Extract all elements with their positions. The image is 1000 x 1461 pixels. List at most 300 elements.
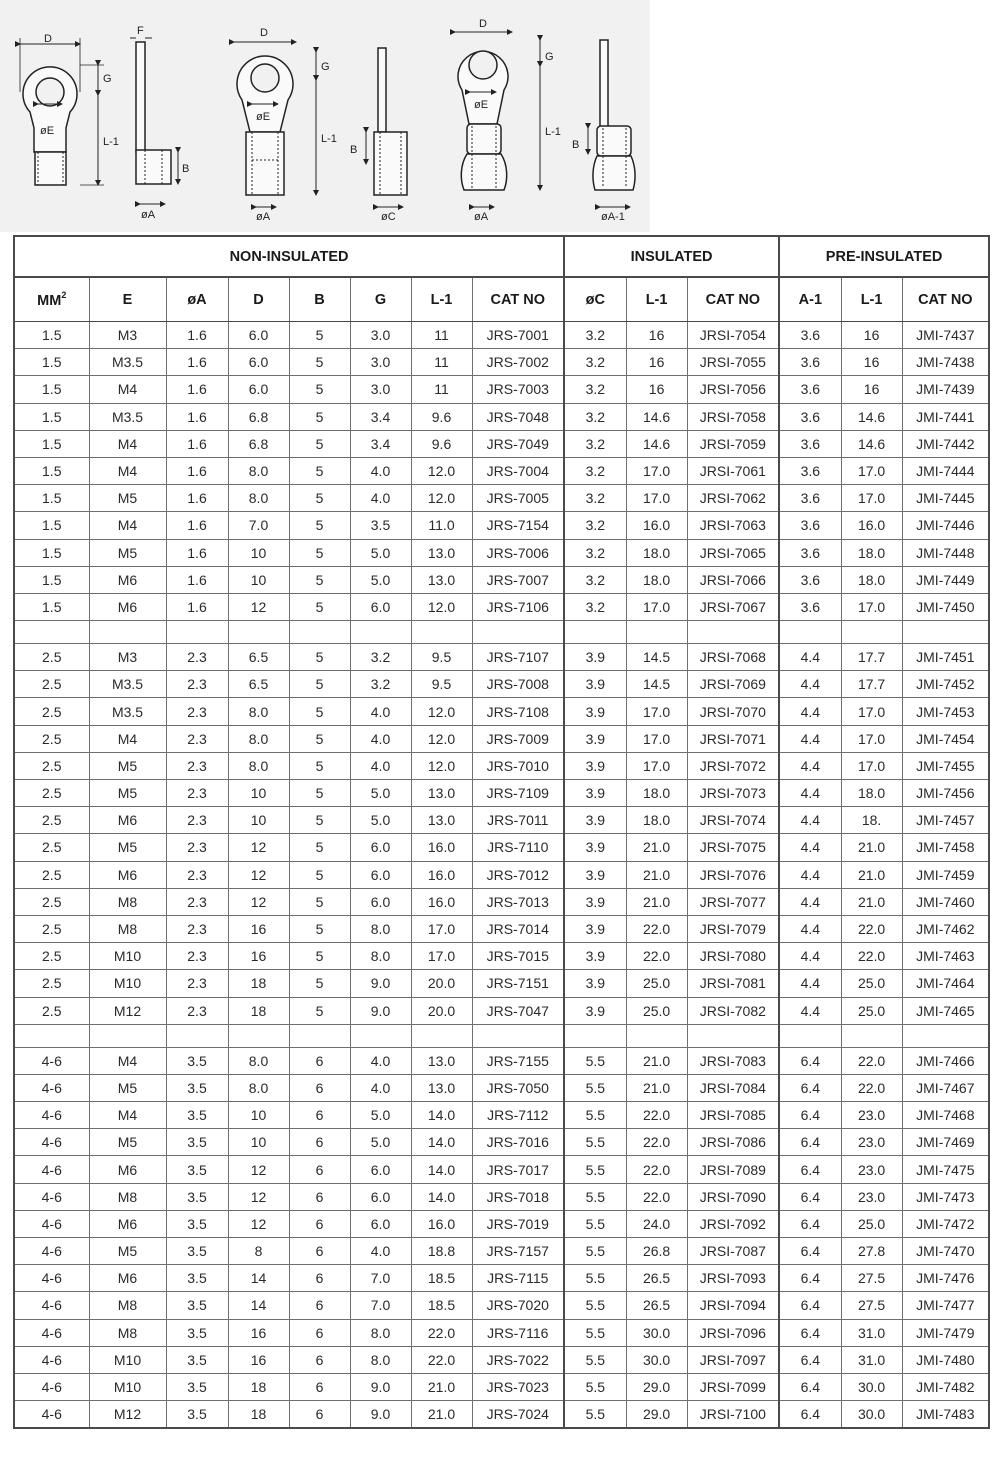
table-row [14,457,989,484]
table-cell: 17.0 [626,457,687,484]
table-cell: 5.0 [350,1102,411,1129]
table-cell: 4.4 [779,943,841,970]
table-cell: 14.0 [411,1183,472,1210]
table-cell: 6 [289,1047,350,1074]
table-cell: 3.6 [779,349,841,376]
table-cell: 18.5 [411,1265,472,1292]
table-row [14,1210,989,1237]
table-cell: 3.2 [350,671,411,698]
table-cell: 2.3 [166,752,228,779]
table-cell: JMI-7462 [902,915,989,942]
table-cell: 4.4 [779,752,841,779]
table-cell: 7.0 [350,1265,411,1292]
table-row [14,1047,989,1074]
table-cell: 6.4 [779,1074,841,1101]
table-cell: 5.5 [564,1401,626,1429]
table-cell: JMI-7452 [902,671,989,698]
table-cell: 30.0 [626,1319,687,1346]
table-spacer-row [14,1024,989,1047]
table-row [14,970,989,997]
table-cell: 8.0 [228,1074,289,1101]
table-cell: JRS-7022 [472,1346,564,1373]
table-cell: JRS-7012 [472,861,564,888]
table-cell: 6 [289,1156,350,1183]
table-cell: 13.0 [411,1047,472,1074]
table-cell: 14.5 [626,644,687,671]
table-cell: JMI-7482 [902,1373,989,1400]
table-cell: 3.9 [564,861,626,888]
insulated-side-view [366,48,407,207]
table-cell: JRS-7010 [472,752,564,779]
table-cell: 2.5 [14,671,89,698]
table-cell [350,621,411,644]
label-f: F [137,25,144,37]
label-a-1: øA [141,209,156,221]
label-d-1: D [44,33,52,45]
table-cell: 16 [228,915,289,942]
table-cell: 2.5 [14,861,89,888]
table-cell: JRSI-7090 [687,1183,779,1210]
table-cell: 5 [289,997,350,1024]
table-cell [687,621,779,644]
table-cell: 4-6 [14,1373,89,1400]
table-row [14,1238,989,1265]
table-cell: 5.5 [564,1373,626,1400]
table-cell: 5.5 [564,1183,626,1210]
table-cell: JRSI-7070 [687,698,779,725]
table-cell: 22.0 [841,915,902,942]
table-cell: JRS-7016 [472,1129,564,1156]
table-cell: 9.0 [350,970,411,997]
table-cell: 21.0 [411,1373,472,1400]
table-cell: 6.4 [779,1346,841,1373]
table-cell [14,621,89,644]
table-cell: 6 [289,1238,350,1265]
table-cell: M3.5 [89,698,166,725]
table-row [14,1156,989,1183]
table-cell: 12.0 [411,593,472,620]
table-cell: 12.0 [411,485,472,512]
table-cell: 6.0 [228,322,289,349]
table-cell: JRS-7018 [472,1183,564,1210]
table-cell: M6 [89,593,166,620]
table-cell: 6.0 [350,1210,411,1237]
table-cell: M6 [89,861,166,888]
table-cell: 5.5 [564,1210,626,1237]
table-cell: M6 [89,1156,166,1183]
table-cell: 14.6 [626,430,687,457]
table-cell: M6 [89,1210,166,1237]
table-cell: 4.4 [779,834,841,861]
table-cell: 10 [228,780,289,807]
table-cell: 8.0 [228,457,289,484]
table-cell: 4-6 [14,1047,89,1074]
table-cell: 3.2 [564,485,626,512]
table-cell: 5 [289,539,350,566]
table-cell: 30.0 [626,1346,687,1373]
table-cell: 22.0 [411,1346,472,1373]
table-row [14,349,989,376]
table-cell: M6 [89,566,166,593]
table-cell: JRS-7013 [472,888,564,915]
table-cell: 3.9 [564,834,626,861]
table-cell: JMI-7455 [902,752,989,779]
table-cell: 5.5 [564,1102,626,1129]
table-cell: JMI-7473 [902,1183,989,1210]
col-header-mm [14,277,89,322]
table-cell: 3.6 [779,566,841,593]
table-cell: JRS-7116 [472,1319,564,1346]
table-cell: JRSI-7069 [687,671,779,698]
table-cell: JMI-7451 [902,644,989,671]
table-cell: 5.0 [350,807,411,834]
table-cell: 21.0 [841,861,902,888]
table-cell: 14.6 [841,430,902,457]
table-cell: JMI-7446 [902,512,989,539]
table-cell: JRSI-7087 [687,1238,779,1265]
table-cell: 6 [289,1265,350,1292]
table-cell: JRS-7001 [472,322,564,349]
table-cell: 5.5 [564,1346,626,1373]
table-cell: 18.0 [841,539,902,566]
table-cell: JRSI-7100 [687,1401,779,1429]
table-cell: JRS-7005 [472,485,564,512]
table-cell: JMI-7477 [902,1292,989,1319]
table-cell: 31.0 [841,1319,902,1346]
table-cell: JRS-7050 [472,1074,564,1101]
table-cell: JRSI-7092 [687,1210,779,1237]
table-cell: 23.0 [841,1102,902,1129]
table-cell: 5 [289,457,350,484]
table-cell: 3.2 [564,403,626,430]
table-cell: 3.9 [564,725,626,752]
label-e-1: øE [40,125,55,137]
table-cell: 26.5 [626,1265,687,1292]
table-cell: JMI-7464 [902,970,989,997]
label-l1-3: L-1 [545,126,561,138]
table-cell: JRS-7154 [472,512,564,539]
table-cell: 6.8 [228,403,289,430]
table-cell: M3.5 [89,349,166,376]
table-cell: 3.2 [564,322,626,349]
table-cell: JRSI-7054 [687,322,779,349]
table-cell: 14.0 [411,1129,472,1156]
table-cell: JRSI-7058 [687,403,779,430]
table-cell: 1.6 [166,485,228,512]
table-cell: 3.5 [350,512,411,539]
table-row [14,539,989,566]
table-cell: M5 [89,780,166,807]
table-cell [228,621,289,644]
table-cell: JRSI-7071 [687,725,779,752]
table-cell [564,621,626,644]
table-cell: 3.9 [564,888,626,915]
table-cell: JRS-7020 [472,1292,564,1319]
table-cell: 2.5 [14,752,89,779]
table-cell: 23.0 [841,1183,902,1210]
table-cell: 9.5 [411,644,472,671]
table-cell: 2.5 [14,725,89,752]
table-cell: JRS-7109 [472,780,564,807]
table-cell: JMI-7458 [902,834,989,861]
table-cell: JRSI-7089 [687,1156,779,1183]
table-cell: M8 [89,915,166,942]
table-cell: 16 [626,376,687,403]
table-cell: 16 [626,322,687,349]
table-cell: JMI-7469 [902,1129,989,1156]
table-cell: 4.4 [779,861,841,888]
table-cell: JMI-7456 [902,780,989,807]
table-cell: 22.0 [626,1156,687,1183]
ring-terminal-spec-table [13,235,990,1429]
table-cell: 1.5 [14,512,89,539]
table-cell: M5 [89,1238,166,1265]
table-row [14,861,989,888]
table-cell: 5 [289,671,350,698]
table-cell: JRSI-7065 [687,539,779,566]
table-cell: 5 [289,403,350,430]
table-cell: 6.0 [228,349,289,376]
table-cell [166,621,228,644]
table-cell: 4.0 [350,457,411,484]
table-cell: 4.0 [350,725,411,752]
table-cell: JRS-7157 [472,1238,564,1265]
label-d-3: D [479,18,487,30]
table-cell: JMI-7476 [902,1265,989,1292]
table-cell: 3.0 [350,349,411,376]
table-cell: 17.0 [411,943,472,970]
table-cell: 3.5 [166,1346,228,1373]
table-cell: M10 [89,943,166,970]
table-cell: 3.2 [564,376,626,403]
table-cell: 17.0 [626,698,687,725]
table-cell: 2.5 [14,698,89,725]
table-cell: 3.2 [564,539,626,566]
table-cell: 10 [228,1129,289,1156]
table-cell: JRS-7002 [472,349,564,376]
table-cell: 16 [626,349,687,376]
table-cell: 4.4 [779,807,841,834]
table-cell: 8.0 [350,1319,411,1346]
table-cell: 4.4 [779,915,841,942]
table-cell: M3.5 [89,403,166,430]
table-cell: 3.5 [166,1102,228,1129]
table-cell: 5 [289,780,350,807]
table-cell: 8.0 [228,485,289,512]
table-cell: 4-6 [14,1319,89,1346]
table-row [14,403,989,430]
table-cell: JRSI-7067 [687,593,779,620]
table-cell: 17.0 [841,593,902,620]
table-cell: 2.5 [14,780,89,807]
table-cell: 22.0 [626,1129,687,1156]
table-cell: JRSI-7085 [687,1102,779,1129]
table-cell: 5 [289,512,350,539]
label-b-1: B [182,163,190,175]
non-insulated-side-view [130,38,178,204]
table-row [14,485,989,512]
table-cell: 16 [841,349,902,376]
table-cell: 16 [841,376,902,403]
table-cell: 5 [289,725,350,752]
table-cell: M8 [89,1183,166,1210]
table-cell: 6.0 [350,888,411,915]
table-cell: 3.6 [779,376,841,403]
table-cell: 4-6 [14,1265,89,1292]
table-cell: M10 [89,1373,166,1400]
table-row [14,780,989,807]
table-cell: 3.5 [166,1319,228,1346]
table-cell: 3.9 [564,997,626,1024]
table-cell: JRSI-7059 [687,430,779,457]
table-cell: JRS-7049 [472,430,564,457]
table-cell: JRSI-7075 [687,834,779,861]
col-header-cat-no: CAT NO [472,277,564,322]
table-row [14,1102,989,1129]
table-cell: M5 [89,752,166,779]
col-header-pre-l1: L-1 [841,277,902,322]
table-cell: 6 [289,1183,350,1210]
table-cell: JRSI-7072 [687,752,779,779]
table-cell: 6.4 [779,1319,841,1346]
table-cell: 18 [228,1373,289,1400]
table-cell: JMI-7444 [902,457,989,484]
col-header-mm-text: MM [37,293,62,309]
table-cell: 5.0 [350,539,411,566]
table-cell: 9.0 [350,1401,411,1429]
table-row [14,644,989,671]
table-cell: JRS-7011 [472,807,564,834]
table-cell [779,621,841,644]
table-row [14,322,989,349]
table-cell: 2.3 [166,861,228,888]
table-cell: 1.5 [14,403,89,430]
table-cell: M5 [89,485,166,512]
table-cell: 3.6 [779,485,841,512]
table-cell: 20.0 [411,997,472,1024]
table-cell: 6 [289,1319,350,1346]
table-cell: 5 [289,593,350,620]
table-cell: 4-6 [14,1156,89,1183]
col-header-g: G [350,277,411,322]
table-cell: 23.0 [841,1129,902,1156]
table-cell: 3.2 [564,457,626,484]
table-cell: 5.5 [564,1129,626,1156]
label-b-3: B [572,139,580,151]
table-row [14,376,989,403]
table-cell: 13.0 [411,566,472,593]
table-cell [411,1024,472,1047]
table-cell: JMI-7441 [902,403,989,430]
table-cell: M10 [89,1346,166,1373]
table-cell: 18.0 [841,780,902,807]
table-cell: 16 [841,322,902,349]
table-cell: M5 [89,834,166,861]
table-cell: 21.0 [626,1047,687,1074]
table-row [14,566,989,593]
table-row [14,698,989,725]
table-cell: 3.2 [564,593,626,620]
table-cell: 3.4 [350,403,411,430]
table-row [14,1292,989,1319]
table-cell: 1.5 [14,539,89,566]
table-cell: M4 [89,512,166,539]
table-cell: 3.6 [779,593,841,620]
table-row [14,1183,989,1210]
table-cell: JMI-7479 [902,1319,989,1346]
table-cell: M6 [89,807,166,834]
column-header-row [14,277,989,322]
table-cell: 22.0 [841,1074,902,1101]
table-cell: 12.0 [411,698,472,725]
table-cell: JMI-7483 [902,1401,989,1429]
table-cell: 5.0 [350,566,411,593]
table-cell [289,621,350,644]
table-cell: JRSI-7096 [687,1319,779,1346]
table-cell [228,1024,289,1047]
table-cell: 25.0 [841,997,902,1024]
table-cell: 14.0 [411,1156,472,1183]
table-cell: 27.8 [841,1238,902,1265]
table-cell: 4.4 [779,888,841,915]
table-cell: 20.0 [411,970,472,997]
table-cell: 5 [289,861,350,888]
table-cell: JMI-7467 [902,1074,989,1101]
table-cell: 3.6 [779,457,841,484]
table-cell: 18.0 [626,539,687,566]
table-cell: M4 [89,376,166,403]
table-cell: 4.4 [779,698,841,725]
table-cell: 3.5 [166,1210,228,1237]
table-cell: 6.0 [228,376,289,403]
table-cell: 1.6 [166,322,228,349]
table-cell: 21.0 [626,1074,687,1101]
col-header-mm-sup: 2 [61,290,67,300]
table-cell: 25.0 [626,970,687,997]
table-cell: 24.0 [626,1210,687,1237]
table-cell: JRSI-7073 [687,780,779,807]
table-cell: 22.0 [841,943,902,970]
table-cell: 16.0 [411,888,472,915]
table-cell: 18.5 [411,1292,472,1319]
table-cell: JMI-7450 [902,593,989,620]
table-cell: 14 [228,1265,289,1292]
table-cell: M3 [89,322,166,349]
table-cell: JMI-7453 [902,698,989,725]
table-cell: 3.5 [166,1373,228,1400]
table-cell: 17.0 [626,485,687,512]
group-insulated: INSULATED [564,236,779,277]
table-row [14,512,989,539]
table-cell: 4.4 [779,725,841,752]
label-l1-1: L-1 [103,136,119,148]
table-cell: JRS-7023 [472,1373,564,1400]
table-cell: 1.6 [166,349,228,376]
table-cell: JRS-7024 [472,1401,564,1429]
table-cell: 22.0 [411,1319,472,1346]
table-cell: 18.0 [626,807,687,834]
table-cell: M8 [89,1319,166,1346]
table-cell: 2.5 [14,888,89,915]
table-cell: 18.8 [411,1238,472,1265]
table-cell: 23.0 [841,1156,902,1183]
table-cell: 16.0 [626,512,687,539]
table-cell: JMI-7475 [902,1156,989,1183]
table-cell: 14.6 [626,403,687,430]
table-cell: 1.6 [166,376,228,403]
table-cell [564,1024,626,1047]
table-cell: 6 [289,1346,350,1373]
